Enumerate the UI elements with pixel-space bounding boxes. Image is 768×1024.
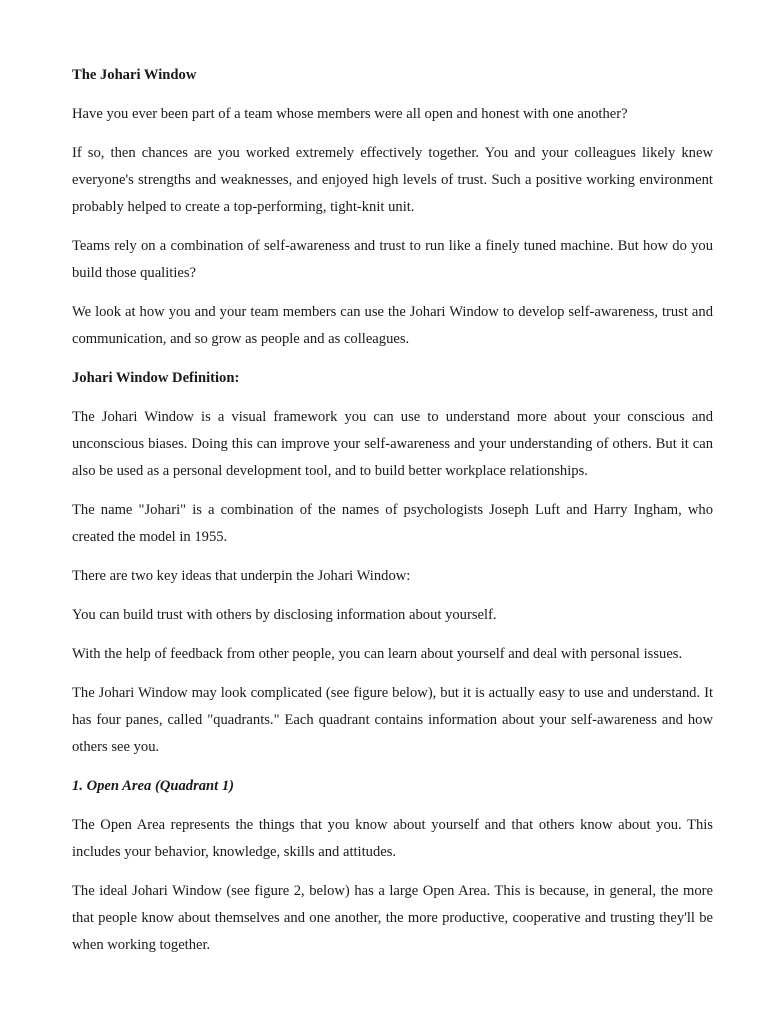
definition-paragraph: The Johari Window may look complicated (see figure below), but it is actually easy to use and understand. It has four panes, called "quadrants." Each quadrant contains information about your self-awareness and how others see you. [72, 685, 713, 755]
definition-paragraph: The Johari Window is a visual framework you can use to understand more about your conscious and unconscious biases. Doing this can improve your self-awareness and your understanding of others. But it can also be used as a personal development tool, and to build better workplace relationships. [72, 409, 713, 479]
key-idea-item: You can build trust with others by disclosing information about yourself. [72, 607, 497, 623]
intro-paragraph: We look at how you and your team members can use the Johari Window to develop self-awareness, trust and communication, and so grow as people and as colleagues. [72, 304, 713, 347]
intro-paragraph: Teams rely on a combination of self-awareness and trust to run like a finely tuned machine. But how do you build those qualities? [72, 238, 713, 281]
open-area-heading: 1. Open Area (Quadrant 1) [72, 778, 235, 794]
open-area-paragraph: The Open Area represents the things that you know about yourself and that others know about you. This includes your behavior, knowledge, skills and attitudes. [72, 817, 713, 860]
document-page [72, 62, 713, 971]
intro-paragraph: If so, then chances are you worked extremely effectively together. You and your colleagues likely knew everyone's strengths and weaknesses, and enjoyed high levels of trust. Such a positive working environment probably helped to create a top-performing, tight-knit unit. [72, 145, 713, 215]
definition-heading: Johari Window Definition: [72, 370, 240, 386]
intro-paragraph: Have you ever been part of a team whose members were all open and honest with one another? [72, 106, 628, 122]
definition-paragraph: There are two key ideas that underpin the Johari Window: [72, 568, 411, 584]
key-idea-item: With the help of feedback from other people, you can learn about yourself and deal with personal issues. [72, 646, 683, 662]
document-title: The Johari Window [72, 67, 197, 83]
open-area-paragraph: The ideal Johari Window (see figure 2, below) has a large Open Area. This is because, in general, the more that people know about themselves and one another, the more productive, cooperative and trusting they'll be when working together. [72, 883, 713, 953]
definition-paragraph: The name "Johari" is a combination of the names of psychologists Joseph Luft and Harry Ingham, who created the model in 1955. [72, 502, 713, 545]
